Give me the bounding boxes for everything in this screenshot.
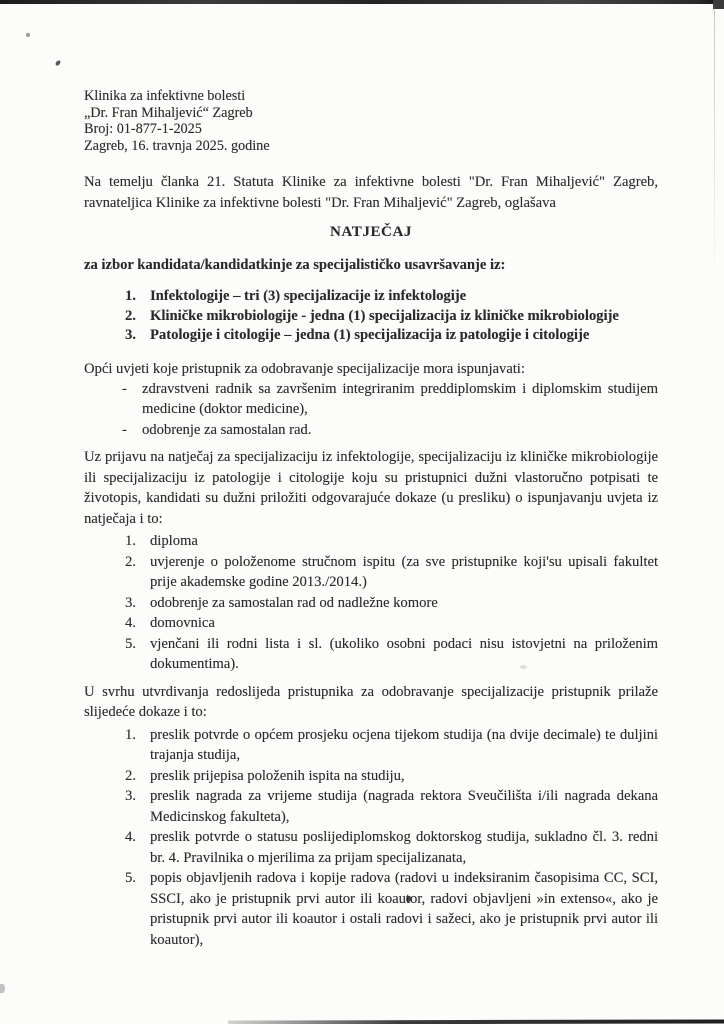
- scan-right-edge-artifact: [714, 4, 715, 294]
- intro-paragraph: Na temelju članka 21. Statuta Klinike za infektivne bolesti "Dr. Fran Mihaljević" Zagreb, ravnateljica Klinike za infektivne bolesti "Dr. Fran Mihaljević" Zagreb, oglašava: [84, 174, 658, 211]
- ranking-document-item: preslik potvrde o statusu poslijediplomskog doktorskog studija, sukladno čl. 3. redni br. 4. Pravilnika o mjerilima za prijam specijalizanata,: [150, 829, 658, 866]
- specialization-item: Kliničke mikrobiologije - jedna (1) specijalizacija iz kliničke mikrobiologije: [150, 307, 619, 324]
- subtitle: za izbor kandidata/kandidatkinje za specijalističko usavršavanje iz:: [84, 257, 506, 273]
- letterhead-date: Zagreb, 16. travnja 2025. godine: [84, 137, 270, 154]
- letterhead-institution-name: „Dr. Fran Mihaljević“ Zagreb: [84, 104, 253, 121]
- general-condition-item: - odobrenje za samostalan rad.: [122, 420, 658, 441]
- letterhead-institution: Klinika za infektivne bolesti: [84, 88, 246, 104]
- ranking-document-item: popis objavljenih radova i kopije radova (radovi u indeksiranim časopisima CC, SCI, SSCI, ako je pristupnik prvi autor ili koautor, radovi objavljeni »in extenso«, ako je pristupnik prvi autor ili koautor i ostali radovi i sažeci, ako je pristupnik prvi autor ili koautor),: [150, 870, 658, 948]
- general-conditions-heading: Opći uvjeti koje pristupnik za odobravanje specijalizacije mora ispunjavati:: [84, 360, 525, 377]
- letterhead: [84, 88, 658, 154]
- specializations-list: [84, 287, 658, 346]
- general-conditions-list: [84, 379, 658, 441]
- scan-speck: [0, 984, 5, 993]
- application-document-item: uvjerenje o položenome stručnom ispitu (za sve pristupnike koji'su upisali fakultet prije akademske godine 2013./2014.): [150, 553, 658, 590]
- scan-speck: [55, 59, 62, 66]
- application-document-item: diploma: [150, 533, 198, 549]
- document-content: [84, 88, 658, 950]
- document-title: NATJEČAJ: [329, 224, 413, 240]
- letterhead-reference-number: Broj: 01-877-1-2025: [84, 121, 202, 137]
- scan-bottom-edge-artifact: [228, 1019, 724, 1024]
- specialization-item: Infektologije – tri (3) specijalizacije iz infektologije: [150, 288, 467, 304]
- application-paragraph: Uz prijavu na natječaj za specijalizaciju iz infektologije, specijalizaciju iz kliničke mikrobiologije ili specijalizaciju iz patologije i citologije koju su pristupnici dužni vlastoručno potpisati te životopis, kandidati su dužni priložiti odgovarajuće dokaze (u presliku) o ispunjavanju uvjeta iz natječaja i to:: [84, 449, 658, 527]
- application-document-item: vjenčani ili rodni lista i sl. (ukoliko osobni podaci nisu istovjetni na priloženim dokumentima).: [150, 635, 658, 672]
- specialization-item: Patologije i citologije – jedna (1) specijalizacija iz patologije i citologije: [150, 327, 590, 343]
- scan-top-edge-artifact: [0, 0, 724, 4]
- ranking-document-item: preslik potvrde o općem prosjeku ocjena tijekom studija (na dvije decimale) te duljini trajanja studija,: [150, 726, 658, 763]
- scan-speck: [26, 33, 30, 37]
- ranking-paragraph: U svrhu utvrdivanja redoslijeda pristupnika za odobravanje specijalizacije pristupnik prilaže slijedeće dokaze i to:: [84, 683, 658, 720]
- application-documents-list: [84, 531, 658, 675]
- ranking-document-item: preslik prijepisa položenih ispita na studiju,: [150, 767, 405, 784]
- ranking-documents-list: [84, 725, 658, 951]
- application-document-item: domovnica: [150, 615, 215, 631]
- ranking-document-item: preslik nagrada za vrijeme studija (nagrada rektora Sveučilišta i/ili nagrada dekana Medicinskog fakulteta),: [150, 788, 658, 825]
- application-document-item: odobrenje za samostalan rad od nadležne komore: [150, 594, 438, 611]
- general-condition-item: - zdravstveni radnik sa završenim integriranim preddiplomskim i diplomskim studijem medicine (doktor medicine),: [122, 379, 658, 420]
